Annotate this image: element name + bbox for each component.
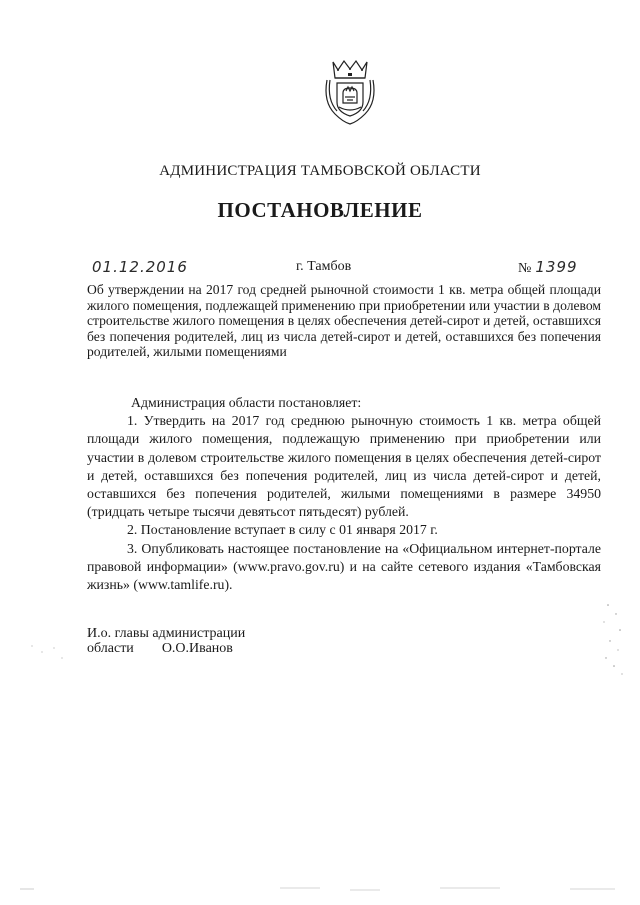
body-item-1: 1. Утвердить на 2017 год среднюю рыночную стоимость 1 кв. метра общей площади жилого помещения, подлежащую применению при приобретении или участии в долевом строительстве жилого помещения в целях обеспечения детей-сирот и детей, оставшихся без попечения родителей, лиц из числа детей-сирот и детей, оставшихся без попечения родителей, жилыми помещениями в размере 34950 (тридцать четыре тысячи девятьсот пятьдесят) рублей. <box>87 413 601 520</box>
number-value: 1399 <box>535 258 578 276</box>
scan-noise-bottom <box>20 882 620 896</box>
coat-of-arms-icon <box>321 56 379 126</box>
signature-position-line2: области <box>87 641 134 656</box>
document-title: ПОСТАНОВЛЕНИЕ <box>217 198 423 222</box>
document-city: г. Тамбов <box>296 259 352 274</box>
number-prefix: № <box>518 261 532 276</box>
organization-name: АДМИНИСТРАЦИЯ ТАМБОВСКОЙ ОБЛАСТИ <box>159 163 481 179</box>
scan-noise-left <box>28 640 68 670</box>
signature-block <box>87 626 245 656</box>
signature-position-line1: И.о. главы администрации <box>87 626 246 641</box>
document-number <box>518 258 578 277</box>
document-body <box>87 394 601 594</box>
signature-name: О.О.Иванов <box>161 641 233 656</box>
body-intro: Администрация области постановляет: <box>131 395 362 410</box>
body-item-2: 2. Постановление вступает в силу с 01 января 2017 г. <box>127 522 438 538</box>
document-subject: Об утверждении на 2017 год средней рыночной стоимости 1 кв. метра общей площади жилого помещения, подлежащей применению при приобретении или участии в долевом строительстве жилого помещения в целях обеспечения детей-сирот и детей, оставшихся без попечения родителей, лиц из числа детей-сирот и детей, оставшихся без попечения родителей, жилыми помещениями <box>87 282 601 359</box>
body-item-3: 3. Опубликовать настоящее постановление на «Официальном интернет-портале правовой информации» (www.pravo.gov.ru) и на сайте сетевого издания «Тамбовская жизнь» (www.tamlife.ru). <box>87 540 601 593</box>
scan-noise-right <box>598 600 628 680</box>
document-date: 01.12.2016 <box>92 258 188 276</box>
